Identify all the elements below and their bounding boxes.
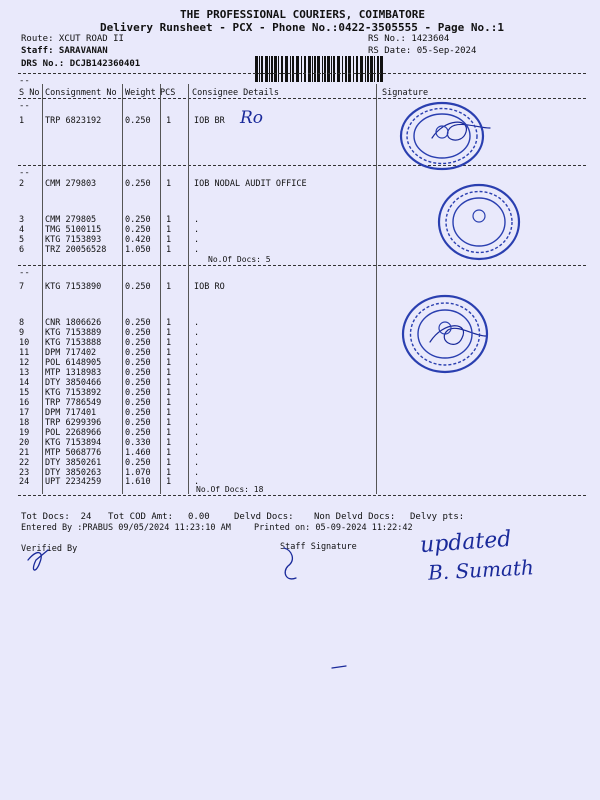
pieces: 1 [166, 398, 172, 408]
weight: 1.460 [125, 448, 151, 458]
pieces: 1 [166, 338, 172, 348]
serial-number: 15 [19, 388, 30, 398]
serial-number: 17 [19, 408, 30, 418]
column-header: PCS [160, 88, 176, 98]
consignment-number: TMG 5100115 [45, 225, 102, 235]
serial-number: 7 [19, 282, 25, 292]
serial-number: 3 [19, 215, 25, 225]
verified-by-label: Verified By [21, 544, 78, 554]
consignee-details: . [194, 428, 200, 438]
weight: 0.250 [125, 348, 151, 358]
consignee-details: . [194, 418, 200, 428]
consignment-number: POL 2268966 [45, 428, 102, 438]
consignment-number: TRP 6823192 [45, 116, 102, 126]
consignee-details: . [194, 378, 200, 388]
pieces: 1 [166, 438, 172, 448]
consignment-number: KTG 7153888 [45, 338, 102, 348]
serial-number: 1 [19, 116, 25, 126]
weight: 1.610 [125, 477, 151, 487]
pieces: 1 [166, 179, 172, 189]
consignment-number: MTP 1318983 [45, 368, 102, 378]
serial-number: 6 [19, 245, 25, 255]
rs-number: RS No.: 1423604 [368, 34, 450, 44]
pieces: 1 [166, 408, 172, 418]
printed-on: Printed on: 05-09-2024 11:22:42 [254, 523, 413, 533]
staff-signature-label: Staff Signature [280, 542, 357, 552]
weight: 1.050 [125, 245, 151, 255]
pieces: 1 [166, 215, 172, 225]
consignee-details: . [194, 318, 200, 328]
consignment-number: CMM 279805 [45, 215, 97, 225]
pieces: 1 [166, 328, 172, 338]
consignee-details: . [194, 438, 200, 448]
dash-mark: -- [19, 101, 30, 111]
consignee-details: . [194, 468, 200, 478]
staff-signature-mark [284, 548, 296, 579]
dash-mark: -- [19, 76, 30, 86]
pieces: 1 [166, 468, 172, 478]
serial-number: 24 [19, 477, 30, 487]
pieces: 1 [166, 318, 172, 328]
serial-number: 9 [19, 328, 25, 338]
weight: 0.250 [125, 282, 151, 292]
serial-number: 5 [19, 235, 25, 245]
consignee-details: IOB NODAL AUDIT OFFICE [194, 179, 307, 189]
serial-number: 23 [19, 468, 30, 478]
consignee-details: . [194, 338, 200, 348]
consignee-details: . [194, 235, 200, 245]
serial-number: 11 [19, 348, 30, 358]
weight: 0.250 [125, 358, 151, 368]
consignment-number: POL 6148905 [45, 358, 102, 368]
serial-number: 18 [19, 418, 30, 428]
weight: 0.250 [125, 318, 151, 328]
consignment-number: MTP 5068776 [45, 448, 102, 458]
serial-number: 20 [19, 438, 30, 448]
pieces: 1 [166, 282, 172, 292]
weight: 0.250 [125, 388, 151, 398]
weight: 0.250 [125, 225, 151, 235]
consignee-details: IOB RO [194, 282, 225, 292]
weight: 0.250 [125, 458, 151, 468]
consignee-details: . [194, 245, 200, 255]
consignment-number: DTY 3850261 [45, 458, 102, 468]
docs-count-note: No.Of Docs: 18 [196, 485, 264, 494]
bank-stamp [398, 100, 486, 172]
pieces: 1 [166, 348, 172, 358]
consignee-details: . [194, 477, 200, 487]
consignee-details: . [194, 368, 200, 378]
bank-stamp [436, 182, 522, 262]
weight: 0.250 [125, 368, 151, 378]
column-header: Consignment No [45, 88, 117, 98]
pieces: 1 [166, 235, 172, 245]
pieces: 1 [166, 116, 172, 126]
route-label: Route: XCUT ROAD II [21, 34, 124, 44]
weight: 0.250 [125, 418, 151, 428]
staff-label: Staff: SARAVANAN [21, 46, 108, 56]
weight: 0.250 [125, 398, 151, 408]
pieces: 1 [166, 418, 172, 428]
consignee-details: IOB BR [194, 116, 225, 126]
handwritten-ro: Ro [240, 108, 264, 128]
consignee-details: . [194, 388, 200, 398]
serial-number: 2 [19, 179, 25, 189]
consignment-number: UPT 2234259 [45, 477, 102, 487]
serial-number: 4 [19, 225, 25, 235]
pieces: 1 [166, 458, 172, 468]
serial-number: 12 [19, 358, 30, 368]
serial-number: 21 [19, 448, 30, 458]
consignment-number: TRP 7786549 [45, 398, 102, 408]
pieces: 1 [166, 477, 172, 487]
handwritten-name: B. Sumath [427, 555, 535, 585]
dash-mark: -- [19, 168, 30, 178]
pieces: 1 [166, 388, 172, 398]
weight: 0.250 [125, 328, 151, 338]
pieces: 1 [166, 358, 172, 368]
consignment-number: CNR 1806626 [45, 318, 102, 328]
weight: 0.330 [125, 438, 151, 448]
consignee-details: . [194, 328, 200, 338]
serial-number: 19 [19, 428, 30, 438]
delivery-points: Delvy pts: [410, 512, 465, 522]
column-header: Weight [125, 88, 156, 98]
company-name: THE PROFESSIONAL COURIERS, COIMBATORE [180, 8, 426, 21]
weight: 0.420 [125, 235, 151, 245]
consignment-number: KTG 7153894 [45, 438, 102, 448]
pieces: 1 [166, 378, 172, 388]
delivered-docs: Delvd Docs: [234, 512, 294, 522]
consignment-number: DTY 3850466 [45, 378, 102, 388]
column-header: S No [19, 88, 40, 98]
weight: 1.070 [125, 468, 151, 478]
bank-stamp [400, 292, 490, 376]
verifier-signature [28, 550, 48, 570]
serial-number: 16 [19, 398, 30, 408]
weight: 0.250 [125, 179, 151, 189]
consignment-number: CMM 279803 [45, 179, 97, 189]
weight: 0.250 [125, 378, 151, 388]
consignee-details: . [194, 215, 200, 225]
serial-number: 14 [19, 378, 30, 388]
docs-count-note: No.Of Docs: 5 [208, 255, 271, 264]
consignee-details: . [194, 448, 200, 458]
entered-by: Entered By :PRABUS 09/05/2024 11:23:10 AM [21, 523, 231, 533]
handwritten-updated: updated [419, 526, 513, 559]
consignment-number: DPM 717402 [45, 348, 97, 358]
total-cod-value: 0.00 [188, 512, 210, 522]
rs-date: RS Date: 05-Sep-2024 [368, 46, 477, 56]
weight: 0.250 [125, 338, 151, 348]
drs-number: DRS No.: DCJB142360401 [21, 59, 141, 69]
weight: 0.250 [125, 116, 151, 126]
consignment-number: KTG 7153889 [45, 328, 102, 338]
serial-number: 22 [19, 458, 30, 468]
pieces: 1 [166, 225, 172, 235]
consignee-details: . [194, 398, 200, 408]
runsheet-title: Delivery Runsheet - PCX - Phone No.:0422-3505555 - Page No.:1 [100, 21, 504, 34]
pieces: 1 [166, 428, 172, 438]
pieces: 1 [166, 448, 172, 458]
consignee-details: . [194, 408, 200, 418]
total-docs: Tot Docs: 24 [21, 512, 92, 522]
consignment-number: DPM 717401 [45, 408, 97, 418]
consignment-number: TRZ 20056528 [45, 245, 107, 255]
serial-number: 8 [19, 318, 25, 328]
column-header: Signature [382, 88, 429, 98]
consignee-details: . [194, 348, 200, 358]
non-delivered-docs: Non Delvd Docs: [314, 512, 396, 522]
consignee-details: . [194, 225, 200, 235]
pieces: 1 [166, 368, 172, 378]
weight: 0.250 [125, 428, 151, 438]
pieces: 1 [166, 245, 172, 255]
consignment-number: TRP 6299396 [45, 418, 102, 428]
consignee-details: . [194, 458, 200, 468]
margin-tick [332, 666, 346, 668]
total-cod-label: Tot COD Amt: [108, 512, 174, 522]
serial-number: 13 [19, 368, 30, 378]
consignment-number: KTG 7153893 [45, 235, 102, 245]
consignment-number: KTG 7153890 [45, 282, 102, 292]
serial-number: 10 [19, 338, 30, 348]
weight: 0.250 [125, 408, 151, 418]
consignment-number: KTG 7153892 [45, 388, 102, 398]
consignment-number: DTY 3850263 [45, 468, 102, 478]
consignee-details: . [194, 358, 200, 368]
column-header: Consignee Details [192, 88, 279, 98]
weight: 0.250 [125, 215, 151, 225]
dash-mark: -- [19, 268, 30, 278]
